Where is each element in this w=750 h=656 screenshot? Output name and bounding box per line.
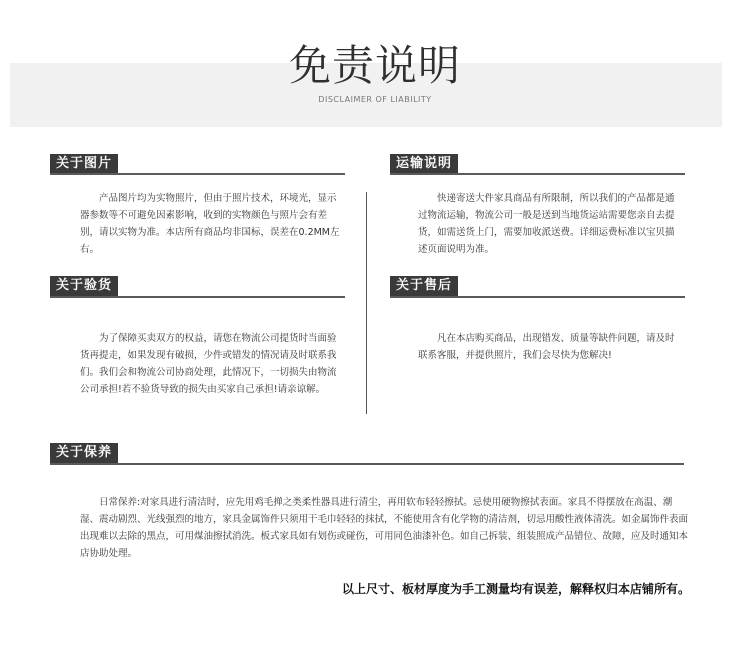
section-rule-inspection bbox=[50, 296, 345, 298]
section-text-aftersales: 凡在本店购买商品，出现错发、质量等缺件问题，请及时联系客服，并提供照片，我们会尽快为您解决! bbox=[418, 333, 675, 361]
section-tag-inspection: 关于验货 bbox=[50, 276, 118, 296]
column-divider bbox=[366, 192, 367, 414]
section-text-maintenance: 日常保养:对家具进行清洁时，应先用鸡毛掸之类柔性器具进行清尘，再用软布轻轻擦拭。忌使用硬物擦拭表面。家具不得摆放在高温、潮湿、震动剧烈、光线强烈的地方，家具金属饰件只须用干毛巾轻轻的抹拭，不能使用含有化学物的清洁剂，切忌用酸性液体清洗。如金属饰件表面出现难以去除的黑点，可用煤油擦拭消洗。板式家具如有划伤或碰伤，可用同色油漆补色。如自己拆装、组装照成产品错位、故障，应及时通知本店协助处理。 bbox=[80, 497, 689, 559]
section-text-inspection: 为了保障买卖双方的权益，请您在物流公司提货时当面验货再提走，如果发现有破损，少件或错发的情况请及时联系我们。我们会和物流公司协商处理，此情况下，一切损失由物流公司承担!若不验货导致的损失由买家自己承担!请亲谅解。 bbox=[80, 333, 337, 395]
section-text-pictures: 产品图片均为实物照片，但由于照片技术，环境光，显示器参数等不可避免因素影响，收到的实物颜色与照片会有差别，请以实物为准。本店所有商品均非国标，误差在0.2MM左右。 bbox=[80, 193, 340, 255]
page-title: 免责说明 bbox=[288, 41, 461, 90]
section-tag-shipping: 运输说明 bbox=[390, 154, 458, 174]
section-tag-aftersales: 关于售后 bbox=[390, 276, 458, 296]
section-rule-shipping bbox=[390, 173, 685, 175]
section-text-shipping: 快递寄送大件家具商品有所限制，所以我们的产品都是通过物流运输，物流公司一般是送到当地货运站需要您亲自去提货，如需送货上门，需要加收派送费。详细运费标准以宝贝描述页面说明为准。 bbox=[418, 193, 675, 255]
page-subtitle: DISCLAIMER OF LIABILITY bbox=[318, 95, 432, 104]
section-tag-maintenance: 关于保养 bbox=[50, 443, 118, 463]
footer-note: 以上尺寸、板材厚度为手工测量均有误差，解释权归本店铺所有。 bbox=[341, 582, 690, 596]
section-tag-pictures: 关于图片 bbox=[50, 154, 118, 174]
section-rule-maintenance bbox=[50, 463, 684, 465]
section-rule-pictures bbox=[50, 173, 345, 175]
section-rule-aftersales bbox=[390, 296, 685, 298]
